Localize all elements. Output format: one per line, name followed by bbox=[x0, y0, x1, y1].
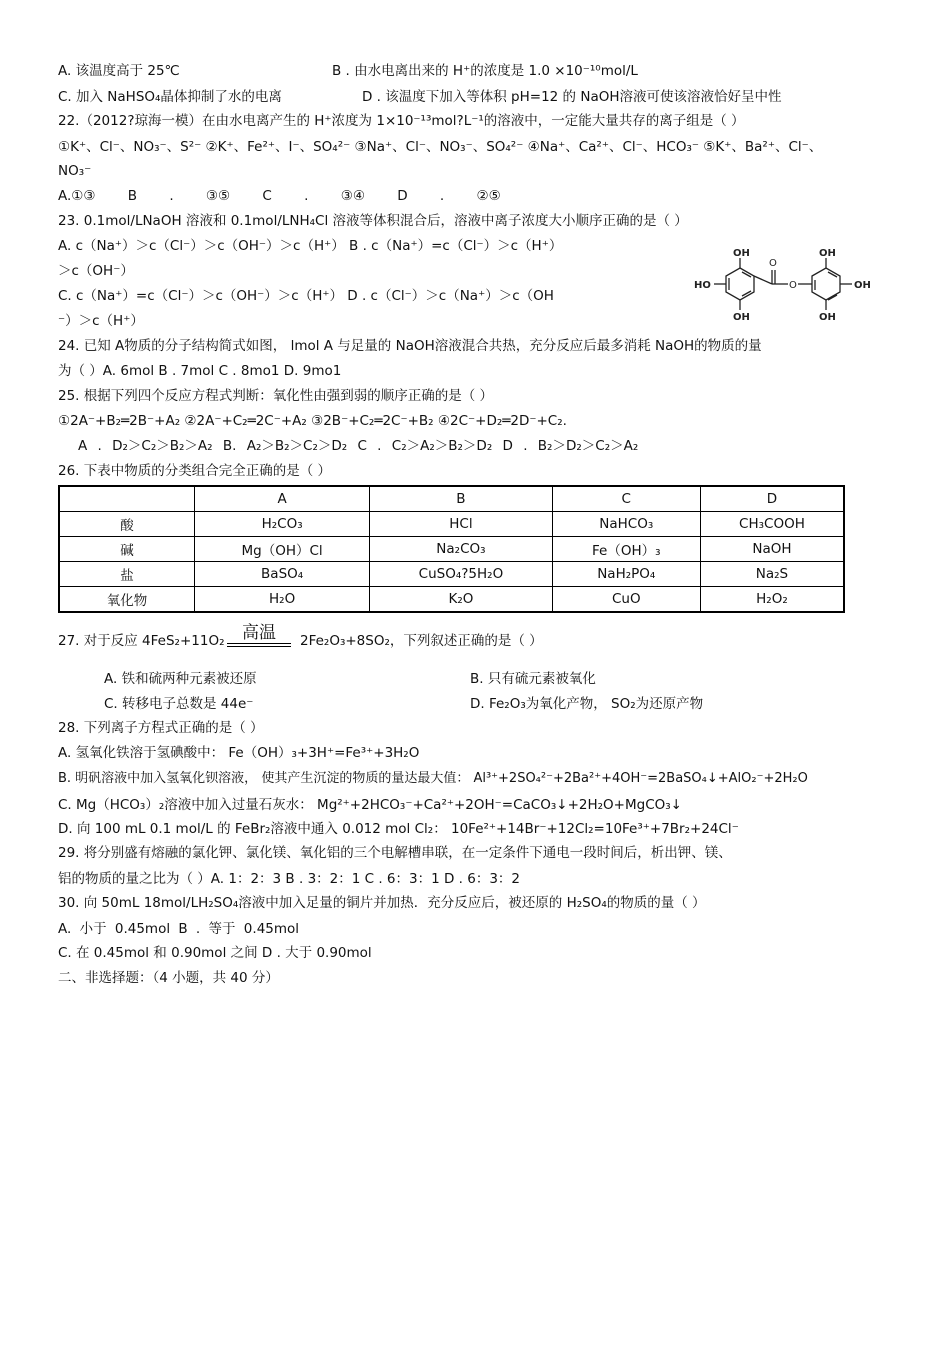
table-row bbox=[59, 537, 844, 562]
mol-label-oh-top-left: OH bbox=[733, 248, 750, 259]
reaction-condition: 高温 bbox=[242, 623, 276, 643]
q21-option-b: B . 由水电离出来的 H⁺的浓度是 1.0 ×10⁻¹⁰mol/L bbox=[332, 63, 638, 79]
q27-stem-right: 2Fe₂O₃+8SO₂，下列叙述正确的是（ ） bbox=[300, 633, 543, 649]
table-row bbox=[59, 587, 844, 613]
q22-stem: 22.（2012?琼海一模）在由水电离产生的 H⁺浓度为 1×10⁻¹³mol?L⁻¹的溶液中，一定能大量共存的离子组是（ ） bbox=[58, 113, 745, 129]
mol-label-ester-o: O bbox=[789, 280, 797, 291]
table-row bbox=[59, 512, 844, 537]
q24-stem: 24. 已知 A物质的分子结构简式如图， lmol A 与足量的 NaOH溶液混合共热，充分反应后最多消耗 NaOH的物质的量 bbox=[58, 338, 762, 354]
table-cell: Fe（OH）₃ bbox=[552, 537, 700, 562]
table-cell: Na₂S bbox=[700, 562, 844, 587]
mol-label-oh-bottom-right: OH bbox=[819, 312, 836, 323]
q23-options-ab-cont: ＞c（OH⁻） bbox=[58, 263, 134, 279]
q30-options-cd: C. 在 0.45mol 和 0.90mol 之间 D . 大于 0.90mol bbox=[58, 945, 372, 961]
table-cell: CuO bbox=[552, 587, 700, 613]
table-cell: H₂O₂ bbox=[700, 587, 844, 613]
q28-option-b: B. 明矾溶液中加入氢氧化钡溶液， 使其产生沉淀的物质的量达最大值： Al³⁺+2SO₄²⁻+2Ba²⁺+4OH⁻=2BaSO₄↓+AlO₂⁻+2H₂O bbox=[58, 771, 808, 786]
molecule-structure-figure bbox=[688, 238, 888, 328]
q25-equations: ①2A⁻+B₂═2B⁻+A₂ ②2A⁻+C₂═2C⁻+A₂ ③2B⁻+C₂═2C⁻+B₂ ④2C⁻+D₂═2D⁻+C₂. bbox=[58, 413, 567, 429]
q21-option-d: D . 该温度下加入等体积 pH=12 的 NaOH溶液可使该溶液恰好呈中性 bbox=[362, 89, 782, 105]
table-header-cell: A bbox=[195, 486, 370, 512]
q25-stem: 25. 根据下列四个反应方程式判断：氧化性由强到弱的顺序正确的是（ ） bbox=[58, 388, 494, 404]
q26-stem: 26. 下表中物质的分类组合完全正确的是（ ） bbox=[58, 463, 332, 479]
table-cell: NaHCO₃ bbox=[552, 512, 700, 537]
q27-option-b: B. 只有硫元素被氧化 bbox=[470, 671, 596, 687]
q30-options-ab: A. 小于 0.45mol B . 等于 0.45mol bbox=[58, 921, 300, 937]
mol-label-ho-left: HO bbox=[694, 280, 711, 291]
table-header-cell bbox=[59, 486, 195, 512]
mol-label-oh-bottom-left: OH bbox=[733, 312, 750, 323]
reaction-condition-arrow bbox=[227, 624, 291, 647]
table-row bbox=[59, 562, 844, 587]
table-cell: HCl bbox=[370, 512, 552, 537]
q24-stem-cont: 为（ ）A. 6mol B . 7mol C . 8mo1 D. 9mo1 bbox=[58, 363, 342, 379]
table-header-cell: B bbox=[370, 486, 552, 512]
q28-option-a: A. 氢氧化铁溶于氢碘酸中： Fe（OH）₃+3H⁺=Fe³⁺+3H₂O bbox=[58, 745, 420, 761]
mol-label-oh-right: OH bbox=[854, 280, 871, 291]
q29-stem: 29. 将分别盛有熔融的氯化钾、氯化镁、氧化铝的三个电解槽串联，在一定条件下通电一段时间后，析出钾、镁、 bbox=[58, 845, 732, 861]
double-bar bbox=[227, 643, 291, 647]
table-cell: H₂CO₃ bbox=[195, 512, 370, 537]
q23-options-ab: A. c（Na⁺）＞c（Cl⁻）＞c（OH⁻）＞c（H⁺） B . c（Na⁺）=c（Cl⁻）＞c（H⁺） bbox=[58, 238, 563, 254]
q28-option-d: D. 向 100 mL 0.1 mol/L 的 FeBr₂溶液中通入 0.012 mol Cl₂： 10Fe²⁺+14Br⁻+12Cl₂=10Fe³⁺+7Br₂+24Cl⁻ bbox=[58, 821, 739, 837]
q21-option-a: A. 该温度高于 25℃ bbox=[58, 63, 180, 79]
q22-ion-groups-end: NO₃⁻ bbox=[58, 163, 92, 179]
table-cell: 盐 bbox=[59, 562, 195, 587]
table-header-row bbox=[59, 486, 844, 512]
table-cell: NaOH bbox=[700, 537, 844, 562]
q27-stem-left: 27. 对于反应 4FeS₂+11O₂ bbox=[58, 633, 225, 649]
q23-options-cd: C. c（Na⁺）=c（Cl⁻）＞c（OH⁻）＞c（H⁺） D . c（Cl⁻）＞c（Na⁺）＞c（OH bbox=[58, 288, 554, 304]
table-cell: CuSO₄?5H₂O bbox=[370, 562, 552, 587]
table-cell: H₂O bbox=[195, 587, 370, 613]
table-cell: BaSO₄ bbox=[195, 562, 370, 587]
q27-option-a: A. 铁和硫两种元素被还原 bbox=[104, 671, 257, 687]
table-cell: 酸 bbox=[59, 512, 195, 537]
q22-options: A.①③ B . ③⑤ C . ③④ D . ②⑤ bbox=[58, 188, 501, 204]
section-heading: 二、非选择题：（4 小题，共 40 分） bbox=[58, 970, 279, 986]
classification-table bbox=[58, 485, 845, 613]
q28-option-c: C. Mg（HCO₃）₂溶液中加入过量石灰水： Mg²⁺+2HCO₃⁻+Ca²⁺+2OH⁻=CaCO₃↓+2H₂O+MgCO₃↓ bbox=[58, 797, 682, 813]
table-header-cell: D bbox=[700, 486, 844, 512]
q29-stem-cont: 铝的物质的量之比为（ ）A. 1：2：3 B . 3：2：1 C . 6：3：1 D . 6：3：2 bbox=[58, 871, 521, 887]
q28-stem: 28. 下列离子方程式正确的是（ ） bbox=[58, 720, 264, 736]
q27-option-d: D. Fe₂O₃为氧化产物， SO₂为还原产物 bbox=[470, 696, 704, 712]
table-cell: CH₃COOH bbox=[700, 512, 844, 537]
q21-option-c: C. 加入 NaHSO₄晶体抑制了水的电离 bbox=[58, 89, 282, 105]
q22-ion-groups: ①K⁺、Cl⁻、NO₃⁻、S²⁻ ②K⁺、Fe²⁺、I⁻、SO₄²⁻ ③Na⁺、Cl⁻、NO₃⁻、SO₄²⁻ ④Na⁺、Ca²⁺、Cl⁻、HCO₃⁻ ⑤K⁺、Ba²⁺、Cl⁻、 bbox=[58, 139, 823, 155]
table-cell: NaH₂PO₄ bbox=[552, 562, 700, 587]
table-header-cell: C bbox=[552, 486, 700, 512]
mol-label-oh-top-right: OH bbox=[819, 248, 836, 259]
q23-options-cd-cont: ⁻）＞c（H⁺） bbox=[58, 313, 144, 329]
q27-option-c: C. 转移电子总数是 44e⁻ bbox=[104, 696, 254, 712]
q25-options: A . D₂＞C₂＞B₂＞A₂ B. A₂＞B₂＞C₂＞D₂ C . C₂＞A₂＞B₂＞D₂ D . B₂＞D₂＞C₂＞A₂ bbox=[78, 438, 639, 454]
table-cell: 碱 bbox=[59, 537, 195, 562]
table-cell: Na₂CO₃ bbox=[370, 537, 552, 562]
q30-stem: 30. 向 50mL 18mol/LH₂SO₄溶液中加入足量的铜片并加热．充分反应后，被还原的 H₂SO₄的物质的量（ ） bbox=[58, 895, 706, 911]
table-cell: Mg（OH）Cl bbox=[195, 537, 370, 562]
mol-label-carbonyl-o: O bbox=[769, 258, 777, 269]
table-cell: K₂O bbox=[370, 587, 552, 613]
q23-stem: 23. 0.1mol/LNaOH 溶液和 0.1mol/LNH₄Cl 溶液等体积混合后，溶液中离子浓度大小顺序正确的是（ ） bbox=[58, 213, 688, 229]
table-cell: 氧化物 bbox=[59, 587, 195, 613]
